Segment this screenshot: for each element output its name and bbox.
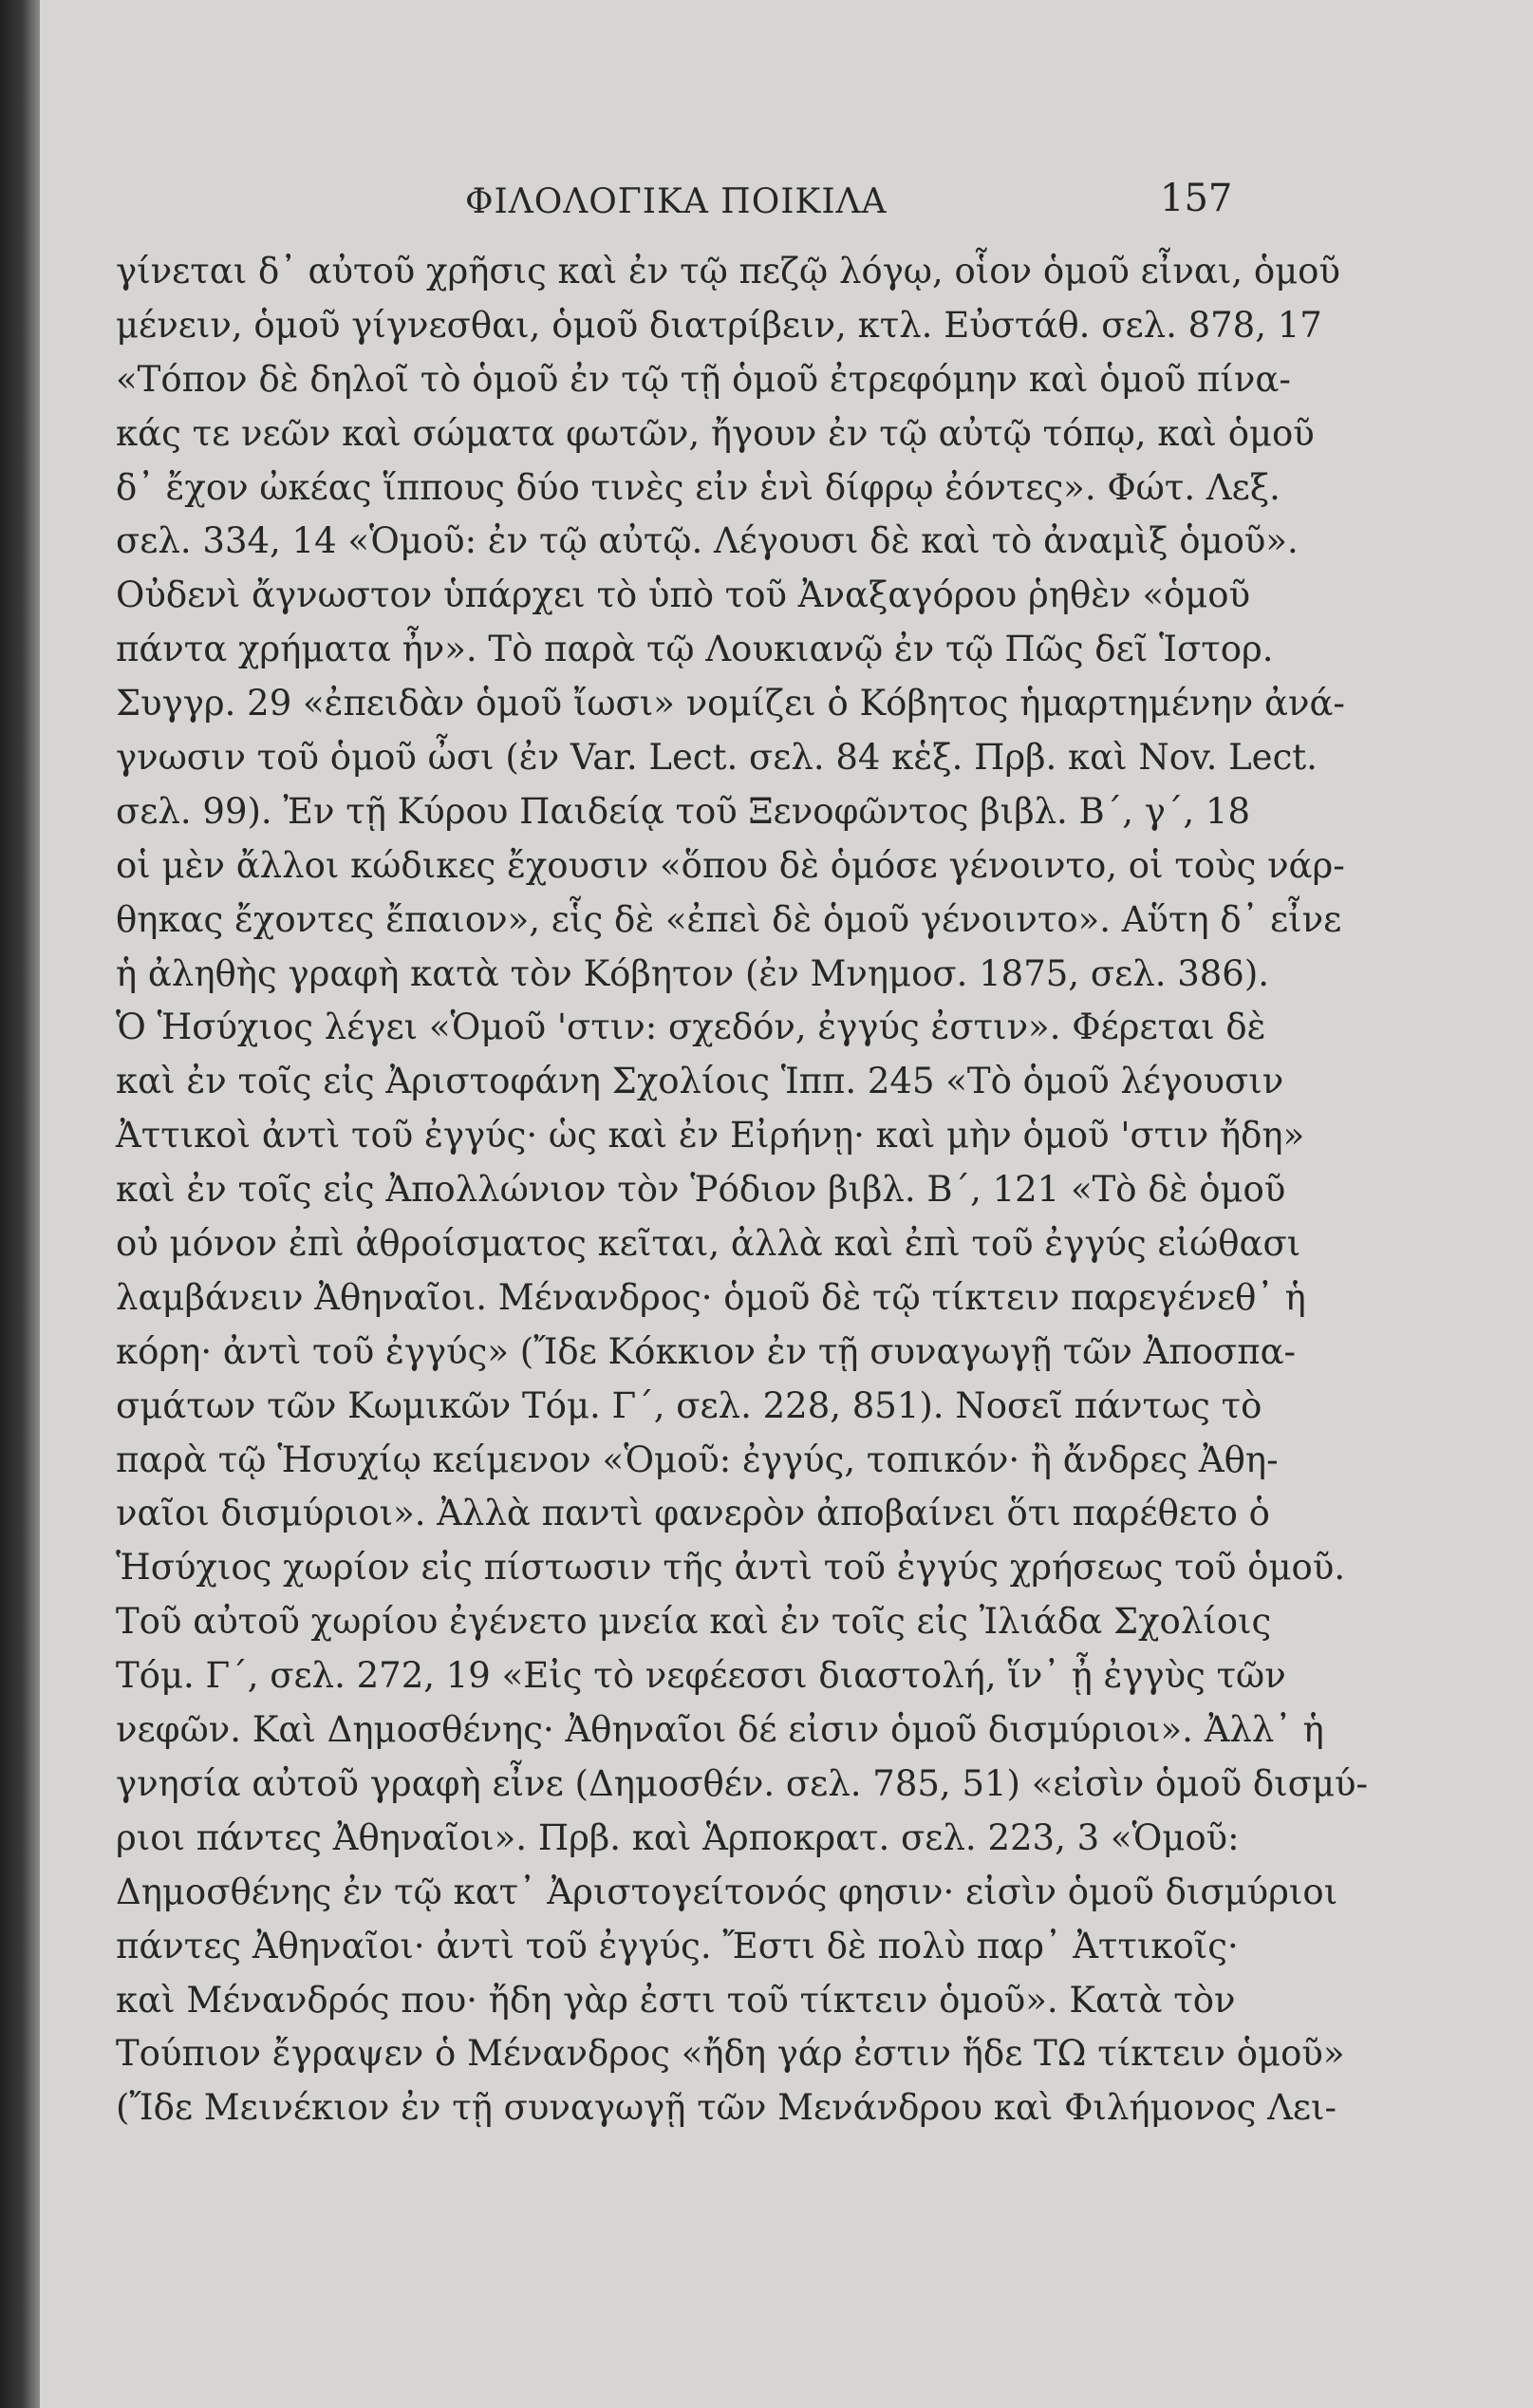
text-line: γνησία αὐτοῦ γραφὴ εἶνε (Δημοσθέν. σελ. 785, 51) «εἰσὶν ὁμοῦ δισμύ- <box>116 1762 1368 1804</box>
text-line: Ὁ Ἡσύχιος λέγει «Ὁμοῦ 'στιν: σχεδόν, ἐγγύς ἐστιν». Φέρεται δὲ <box>116 1006 1266 1048</box>
text-line: πάντα χρήματα ἦν». Τὸ παρὰ τῷ Λουκιανῷ ἐν τῷ Πῶς δεῖ Ἱστορ. <box>116 629 1274 670</box>
text-line: Τόμ. Γ΄, σελ. 272, 19 «Εἰς τὸ νεφέεσσι διαστολή, ἵν᾽ ᾖ ἐγγὺς τῶν <box>116 1655 1286 1697</box>
text-line: Οὐδενὶ ἄγνωστον ὑπάρχει τὸ ὑπὸ τοῦ Ἀναξαγόρου ῥηθὲν «ὁμοῦ <box>116 574 1251 616</box>
running-title: ΦΙΛΟΛΟΓΙΚΑ ΠΟΙΚΙΛΑ <box>465 182 888 221</box>
text-line: καὶ ἐν τοῖς εἰς Ἀπολλώνιον τὸν Ῥόδιον βιβλ. Β΄, 121 «Τὸ δὲ ὁμοῦ <box>116 1169 1286 1211</box>
text-line: πάντες Ἀθηναῖοι· ἀντὶ τοῦ ἐγγύς. Ἔστι δὲ πολὺ παρ᾽ Ἀττικοῖς· <box>116 1925 1239 1966</box>
text-line: Ἡσύχιος χωρίον εἰς πίστωσιν τῆς ἀντὶ τοῦ ἐγγύς χρήσεως τοῦ ὁμοῦ. <box>116 1547 1346 1589</box>
text-line: λαμβάνειν Ἀθηναῖοι. Μένανδρος· ὁμοῦ δὲ τῷ τίκτειν παρεγένεθ᾽ ἡ <box>116 1276 1306 1318</box>
text-line: θηκας ἔχοντες ἔπαιον», εἷς δὲ «ἐπεὶ δὲ ὁμοῦ γένοιντο». Αὕτη δ᾽ εἶνε <box>116 898 1342 940</box>
text-line: (Ἴδε Μεινέκιον ἐν τῇ συναγωγῇ τῶν Μενάνδρου καὶ Φιλήμονος Λει- <box>116 2087 1337 2129</box>
text-line: Τοῦ αὐτοῦ χωρίου ἐγένετο μνεία καὶ ἐν τοῖς εἰς Ἰλιάδα Σχολίοις <box>116 1601 1272 1643</box>
text-line: Ἀττικοὶ ἀντὶ τοῦ ἐγγύς· ὡς καὶ ἐν Εἰρήνῃ· καὶ μὴν ὁμοῦ 'στιν ἤδη» <box>116 1115 1305 1157</box>
text-line: οὐ μόνον ἐπὶ ἀθροίσματος κεῖται, ἀλλὰ καὶ ἐπὶ τοῦ ἐγγύς εἰώθασι <box>116 1223 1301 1265</box>
book-page <box>40 0 1533 2408</box>
text-line: μένειν, ὁμοῦ γίγνεσθαι, ὁμοῦ διατρίβειν, κτλ. Εὐστάθ. σελ. 878, 17 <box>116 304 1322 346</box>
text-line: ριοι πάντες Ἀθηναῖοι». Πρβ. καὶ Ἁρποκρατ. σελ. 223, 3 «Ὁμοῦ: <box>116 1816 1240 1858</box>
text-line: Δημοσθένης ἐν τῷ κατ᾽ Ἀριστογείτονός φησιν· εἰσὶν ὁμοῦ δισμύριοι <box>116 1871 1338 1912</box>
text-line: οἱ μὲν ἄλλοι κώδικες ἔχουσιν «ὅπου δὲ ὁμόσε γένοιντο, οἱ τοὺς νάρ- <box>116 844 1345 886</box>
text-line: καὶ ἐν τοῖς εἰς Ἀριστοφάνη Σχολίοις Ἱππ. 245 «Τὸ ὁμοῦ λέγουσιν <box>116 1061 1284 1102</box>
text-line: καὶ Μένανδρός που· ἤδη γὰρ ἐστι τοῦ τίκτειν ὁμοῦ». Κατὰ τὸν <box>116 1979 1236 2021</box>
text-line: σελ. 99). Ἐν τῇ Κύρου Παιδείᾳ τοῦ Ξενοφῶντος βιβλ. Β΄, γ΄, 18 <box>116 790 1250 832</box>
text-line: γνωσιν τοῦ ὁμοῦ ὦσι (ἐν Var. Lect. σελ. 84 κἑξ. Πρβ. καὶ Nov. Lect. <box>116 737 1318 779</box>
text-line: παρὰ τῷ Ἡσυχίῳ κείμενον «Ὁμοῦ: ἐγγύς, τοπικόν· ἢ ἄνδρες Ἀθη- <box>116 1439 1279 1480</box>
text-line: Συγγρ. 29 «ἐπειδὰν ὁμοῦ ἴωσι» νομίζει ὁ Κόβητος ἡμαρτημένην ἀνά- <box>116 683 1345 724</box>
text-line: «Τόπον δὲ δηλοῖ τὸ ὁμοῦ ἐν τῷ τῇ ὁμοῦ ἐτρεφόμην καὶ ὁμοῦ πίνα- <box>116 358 1291 400</box>
book-gutter-shadow <box>0 0 40 2408</box>
text-line: ναῖοι δισμύριοι». Ἀλλὰ παντὶ φανερὸν ἀποβαίνει ὅτι παρέθετο ὁ <box>116 1493 1270 1534</box>
page-header <box>40 177 1533 239</box>
body-text <box>116 245 1368 2135</box>
text-line: νεφῶν. Καὶ Δημοσθένης· Ἀθηναῖοι δέ εἰσιν ὁμοῦ δισμύριοι». Ἀλλ᾽ ἡ <box>116 1709 1324 1751</box>
text-line: σελ. 334, 14 «Ὁμοῦ: ἐν τῷ αὐτῷ. Λέγουσι δὲ καὶ τὸ ἀναμὶξ ὁμοῦ». <box>116 520 1299 562</box>
page-number: 157 <box>1160 177 1233 220</box>
text-line: κόρη· ἀντὶ τοῦ ἐγγύς» (Ἴδε Κόκκιον ἐν τῇ συναγωγῇ τῶν Ἀποσπα- <box>116 1330 1297 1372</box>
text-line: ἡ ἀληθὴς γραφὴ κατὰ τὸν Κόβητον (ἐν Μνημοσ. 1875, σελ. 386). <box>116 952 1270 994</box>
text-line: δ᾽ ἔχον ὠκέας ἵππους δύο τινὲς εἰν ἑνὶ δίφρῳ ἐόντες». Φώτ. Λεξ. <box>116 466 1281 508</box>
text-line: γίνεται δ᾽ αὐτοῦ χρῆσις καὶ ἐν τῷ πεζῷ λόγῳ, οἷον ὁμοῦ εἶναι, ὁμοῦ <box>116 251 1340 292</box>
text-line: Τούπιον ἔγραψεν ὁ Μένανδρος «ἤδη γάρ ἐστιν ἥδε ΤΩ τίκτειν ὁμοῦ» <box>116 2033 1345 2075</box>
text-line: σμάτων τῶν Κωμικῶν Τόμ. Γ΄, σελ. 228, 851). Νοσεῖ πάντως τὸ <box>116 1384 1262 1426</box>
text-line: κάς τε νεῶν καὶ σώματα φωτῶν, ἤγουν ἐν τῷ αὐτῷ τόπῳ, καὶ ὁμοῦ <box>116 412 1315 454</box>
